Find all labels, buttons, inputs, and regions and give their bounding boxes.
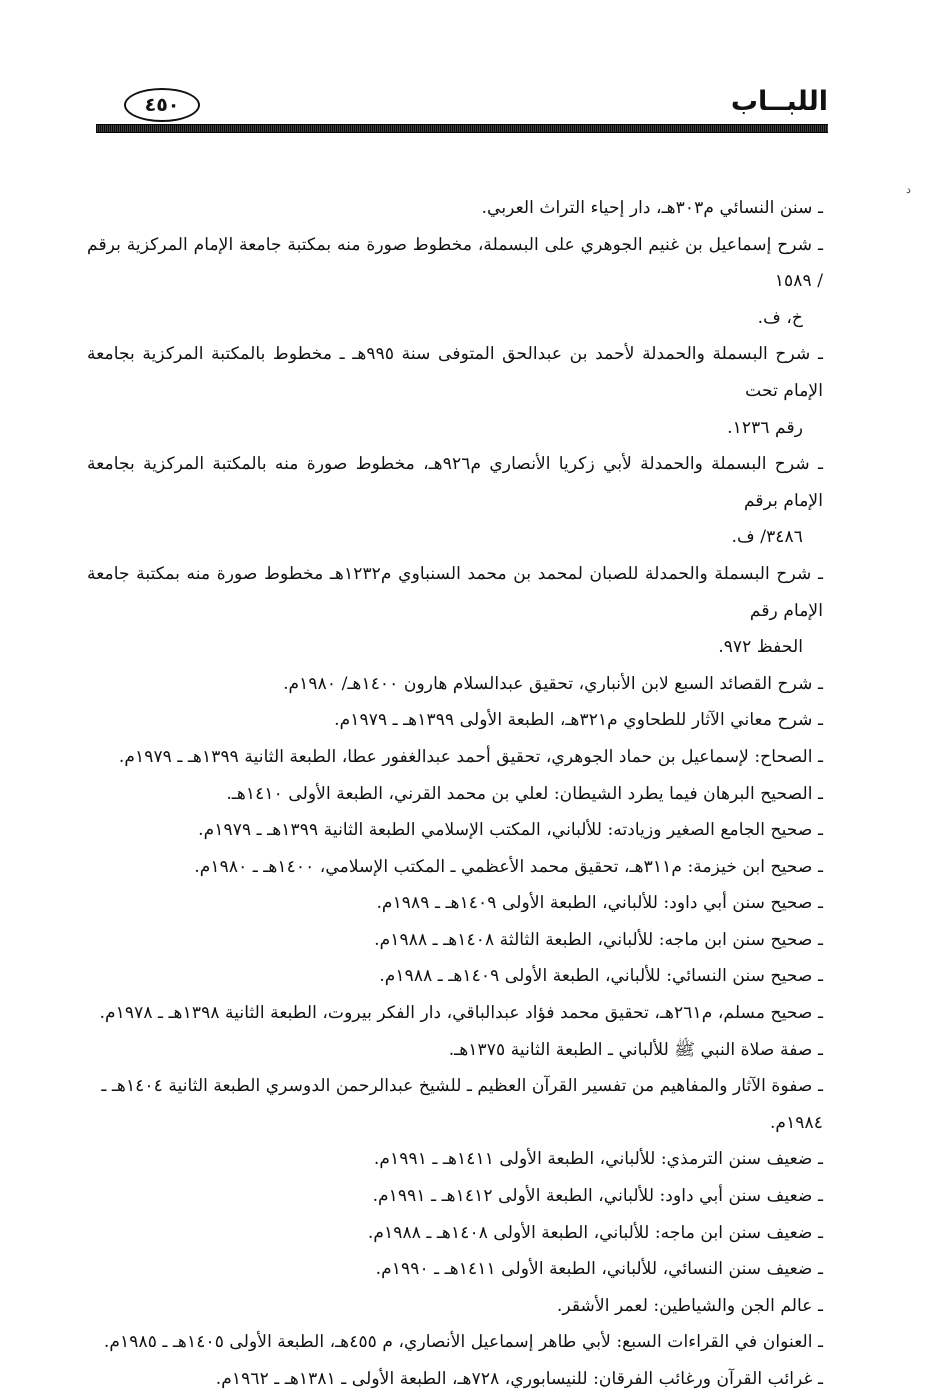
bibliography-entry (87, 666, 823, 703)
entry-continuation: الحفظ ٩٧٢. (718, 637, 803, 658)
bibliography-entry (87, 739, 823, 776)
bibliography-entry (87, 776, 823, 813)
bibliography-entry (87, 812, 823, 849)
page-header (96, 82, 828, 132)
entry-text: ـ ضعيف سنن النسائي، للألباني، الطبعة الأولى ١٤١١هـ ـ ١٩٩٠م. (375, 1259, 823, 1280)
bibliography-entry (87, 1251, 823, 1288)
bibliography-entry (87, 958, 823, 995)
bibliography-entry (87, 1032, 823, 1069)
entry-text: ـ صحيح سنن النسائي: للألباني، الطبعة الأولى ١٤٠٩هـ ـ ١٩٨٨م. (379, 966, 823, 987)
entry-text: ـ شرح البسملة والحمدلة لأبي زكريا الأنصاري م٩٢٦هـ، مخطوط صورة منه بالمكتبة المركزية بجامعة الإمام برقم (87, 454, 824, 511)
bibliography-entry (87, 702, 823, 739)
entry-text: ـ العنوان في القراءات السبع: لأبي طاهر إسماعيل الأنصاري، م ٤٥٥هـ، الطبعة الأولى ١٤٠٥هـ ـ ١٩٨٥م. (103, 1332, 823, 1353)
entry-text: ـ سنن النسائي م٣٠٣هـ، دار إحياء التراث العربي. (481, 198, 823, 218)
entry-text: ـ الصحيح البرهان فيما يطرد الشيطان: لعلي بن محمد القرني، الطبعة الأولى ١٤١٠هـ. (226, 783, 823, 804)
page-title: اللبــاب (730, 86, 828, 117)
bibliography-entry (87, 1141, 823, 1178)
entry-text: ـ صحيح سنن أبي داود: للألباني، الطبعة الأولى ١٤٠٩هـ ـ ١٩٨٩م. (376, 893, 823, 914)
bibliography-list (87, 190, 823, 1398)
entry-text: ـ صحيح ابن خيزمة: م٣١١هـ، تحقيق محمد الأعظمي ـ المكتب الإسلامي، ١٤٠٠هـ ـ ١٩٨٠م. (194, 856, 823, 877)
entry-text: ـ ضعيف سنن ابن ماجه: للألباني، الطبعة الأولى ١٤٠٨هـ ـ ١٩٨٨م. (367, 1222, 823, 1243)
entry-text: ـ صفوة الآثار والمفاهيم من تفسير القرآن العظيم ـ للشيخ عبدالرحمن الدوسري الطبعة الثانية ١٤٠٤هـ ـ ١٩٨٤م. (101, 1076, 823, 1133)
entry-text: ـ غرائب القرآن ورغائب الفرقان: للنيسابوري، ٧٢٨هـ، الطبعة الأولى ـ ١٣٨١هـ ـ ١٩٦٢م. (215, 1369, 823, 1389)
bibliography-entry (87, 227, 823, 337)
entry-text: ـ شرح إسماعيل بن غنيم الجوهري على البسملة، مخطوط صورة منه بمكتبة جامعة الإمام المركزية برقم / ١٥٨٩ (87, 234, 823, 292)
bibliography-entry (87, 1361, 823, 1398)
entry-text: ـ الصحاح: لإسماعيل بن حماد الجوهري، تحقيق أحمد عبدالغفور عطا، الطبعة الثانية ١٣٩٩هـ ـ ١٩٧٩م. (118, 746, 823, 767)
entry-continuation: خ، ف. (757, 307, 803, 328)
entry-text: ـ ضعيف سنن الترمذي: للألباني، الطبعة الأولى ١٤١١هـ ـ ١٩٩١م. (373, 1149, 823, 1170)
bibliography-entry (87, 1178, 823, 1215)
bibliography-entry (87, 446, 823, 556)
entry-text: ـ صحيح سنن ابن ماجه: للألباني، الطبعة الثالثة ١٤٠٨هـ ـ ١٩٨٨م. (374, 929, 823, 950)
bibliography-entry (87, 190, 823, 227)
bibliography-entry (87, 922, 823, 959)
bibliography-entry (87, 849, 823, 886)
header-rule (96, 124, 828, 133)
page-number-badge: ٤٥٠ (124, 88, 200, 122)
bibliography-entry (87, 1288, 823, 1325)
entry-text: ـ شرح البسملة والحمدلة للصبان لمحمد بن محمد السنباوي م١٢٣٢هـ مخطوط صورة منه بمكتبة جامعة الإمام رقم (87, 563, 823, 621)
bibliography-entry (87, 556, 823, 666)
entry-continuation: رقم ١٢٣٦. (727, 417, 803, 438)
bibliography-entry (87, 1324, 823, 1361)
entry-text: ـ شرح معاني الآثار للطحاوي م٣٢١هـ، الطبعة الأولى ١٣٩٩هـ ـ ١٩٧٩م. (334, 710, 823, 731)
bibliography-entry (87, 336, 823, 446)
entry-text: ـ صحيح مسلم، م٢٦١هـ، تحقيق محمد فؤاد عبدالباقي، دار الفكر بيروت، الطبعة الثانية ١٣٩٨هـ ـ ١٩٧٨م. (99, 1003, 823, 1024)
entry-continuation: ٣٤٨٦/ ف. (731, 527, 803, 548)
bibliography-entry (87, 1068, 823, 1141)
entry-text: ـ صحيح الجامع الصغير وزيادته: للألباني، المكتب الإسلامي الطبعة الثانية ١٣٩٩هـ ـ ١٩٧٩م. (198, 820, 823, 841)
entry-text: ـ صفة صلاة النبي ﷺ للألباني ـ الطبعة الثانية ١٣٧٥هـ. (448, 1039, 823, 1060)
bibliography-entry (87, 1215, 823, 1252)
margin-mark: د (906, 183, 911, 196)
entry-text: ـ شرح البسملة والحمدلة لأحمد بن عبدالحق المتوفى سنة ٩٩٥هـ ـ مخطوط بالمكتبة المركزية بجامعة الإمام تحت (87, 344, 823, 401)
entry-text: ـ ضعيف سنن أبي داود: للألباني، الطبعة الأولى ١٤١٢هـ ـ ١٩٩١م. (372, 1186, 823, 1207)
entry-text: ـ عالم الجن والشياطين: لعمر الأشقر. (556, 1295, 823, 1316)
bibliography-entry (87, 885, 823, 922)
entry-text: ـ شرح القصائد السبع لابن الأنباري، تحقيق عبدالسلام هارون ١٤٠٠هـ/ ١٩٨٠م. (283, 673, 823, 694)
bibliography-entry (87, 995, 823, 1032)
